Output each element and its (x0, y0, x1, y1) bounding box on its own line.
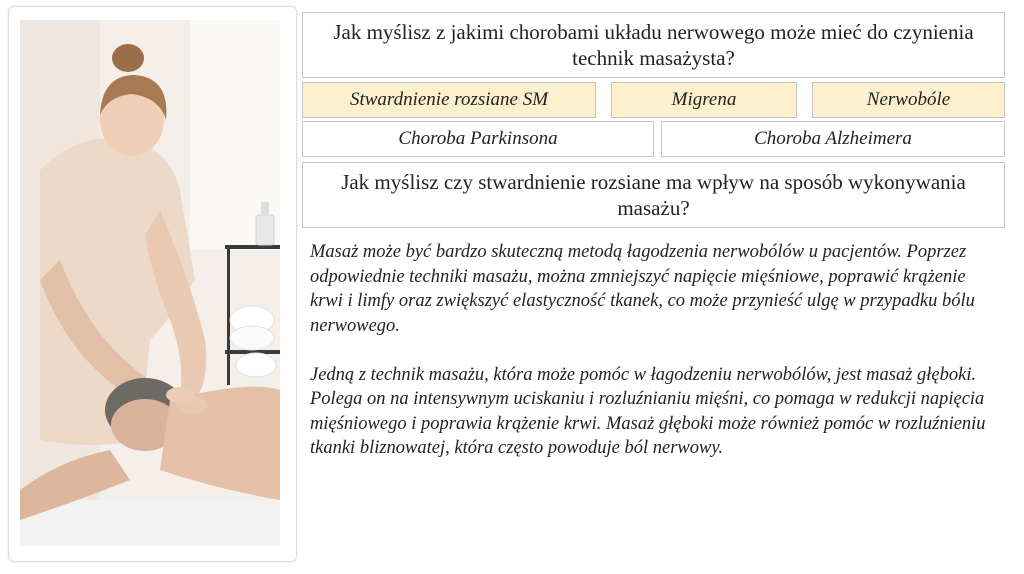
answer-chip-migrena[interactable] (611, 82, 797, 118)
paragraph-1: Masaż może być bardzo skuteczną metodą łagodzenia nerwobólów u pacjentów. Poprzez odpowiednie techniki masażu, można zmniejszyć napięcie mięśniowe, poprawić krążenie krwi i limfy oraz zwiększyć elastyczność tkanek, co może przynieść ulgę w przypadku bólu nerwowego. (310, 242, 975, 336)
massage-photo (20, 20, 280, 546)
answer-chip-stwardnienie[interactable] (302, 82, 596, 118)
question-2-text: Jak myślisz czy stwardnienie rozsiane ma wpływ na sposób wykonywania masażu? (341, 170, 966, 220)
question-2 (302, 162, 1005, 228)
answer-chip-label: Choroba Parkinsona (398, 128, 558, 149)
answer-chip-label: Nerwobóle (866, 89, 951, 110)
answer-chip-label: Choroba Alzheimera (754, 128, 912, 149)
answer-chip-parkinson[interactable] (302, 121, 654, 157)
question-1-text: Jak myślisz z jakimi chorobami układu nerwowego może mieć do czynienia technik masażysta? (333, 20, 974, 70)
question-1 (302, 12, 1005, 78)
answer-chip-alzheimer[interactable] (661, 121, 1005, 157)
paragraph-2: Jedną z technik masażu, która może pomóc w łagodzeniu nerwobólów, jest masaż głęboki. Polega on na intensywnym uciskaniu i rozluźnianiu mięśni, co pomaga w redukcji napięcia mięśniowego i poprawia krążenie krwi. Masaż głęboki może również pomóc w rozluźnieniu tkanki bliznowatej, która często powoduje ból nerwowy. (310, 364, 986, 458)
answer-chip-label: Stwardnienie rozsiane SM (349, 89, 549, 110)
answer-chip-nerwobole[interactable] (812, 82, 1005, 118)
answer-chip-label: Migrena (671, 89, 737, 110)
body-text (310, 240, 990, 461)
